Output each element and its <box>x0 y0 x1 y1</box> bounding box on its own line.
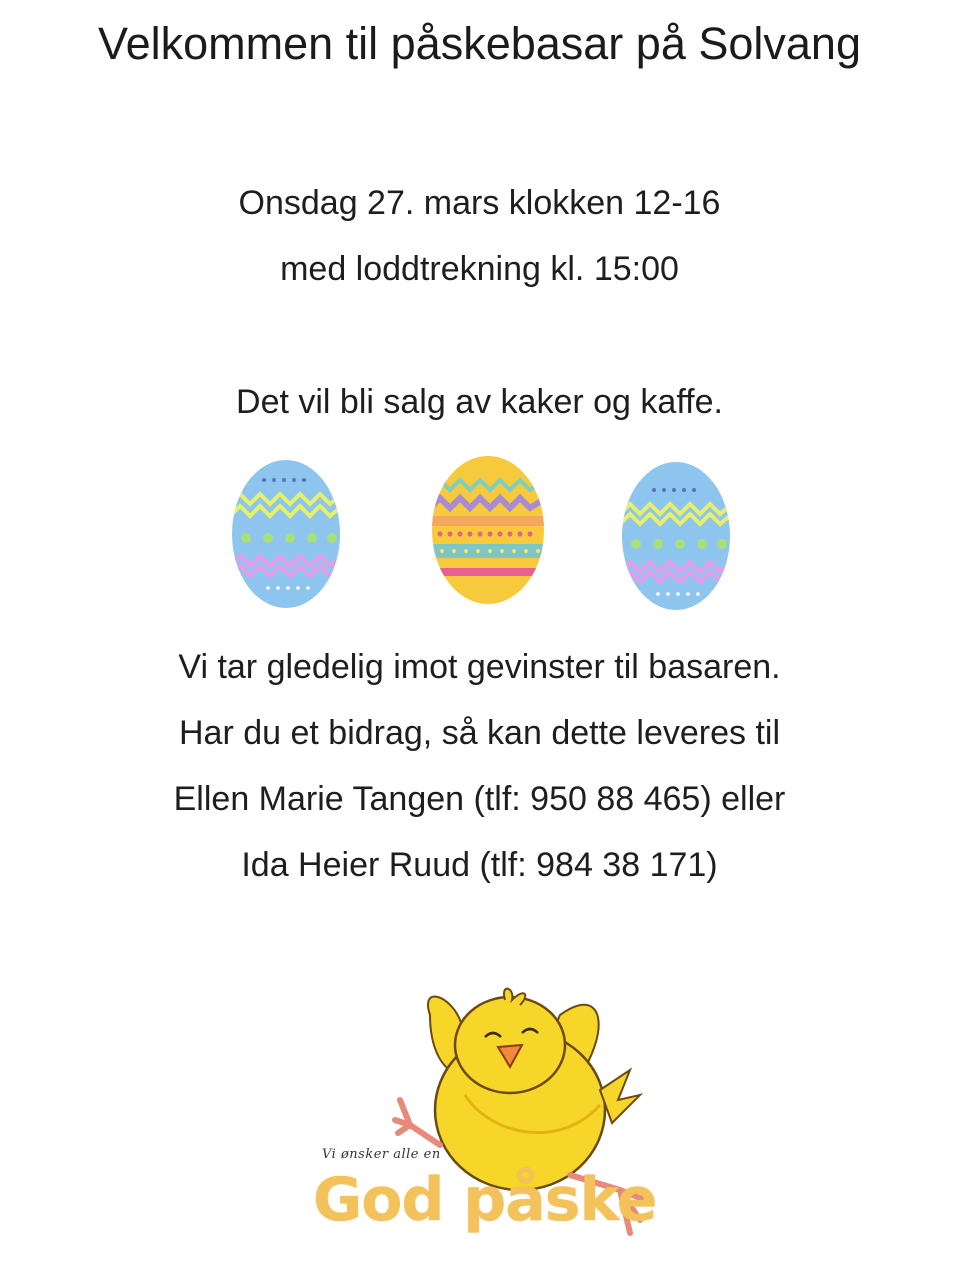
event-raffle-line: med loddtrekning kl. 15:00 <box>280 250 679 288</box>
contribution-line-2: Har du et bidrag, så kan dette leveres til <box>179 714 780 752</box>
yellow-egg-icon <box>430 450 546 606</box>
event-date-line: Onsdag 27. mars klokken 12-16 <box>238 184 721 222</box>
blue-egg-icon <box>620 450 732 610</box>
blue-egg-icon <box>230 450 342 610</box>
page-title: Velkommen til påskebasar på Solvang <box>98 18 861 69</box>
easter-eggs-illustration <box>0 450 959 620</box>
contribution-line-4: Ida Heier Ruud (tlf: 984 38 171) <box>241 846 718 884</box>
contribution-line-1: Vi tar gledelig imot gevinster til basaren. <box>178 648 781 686</box>
event-sales-line: Det vil bli salg av kaker og kaffe. <box>236 383 723 421</box>
contribution-line-3: Ellen Marie Tangen (tlf: 950 88 465) eller <box>173 780 786 818</box>
greeting-small-text: Vi ønsker alle en <box>322 1147 441 1162</box>
greeting-big-text: God påske <box>313 1165 657 1235</box>
